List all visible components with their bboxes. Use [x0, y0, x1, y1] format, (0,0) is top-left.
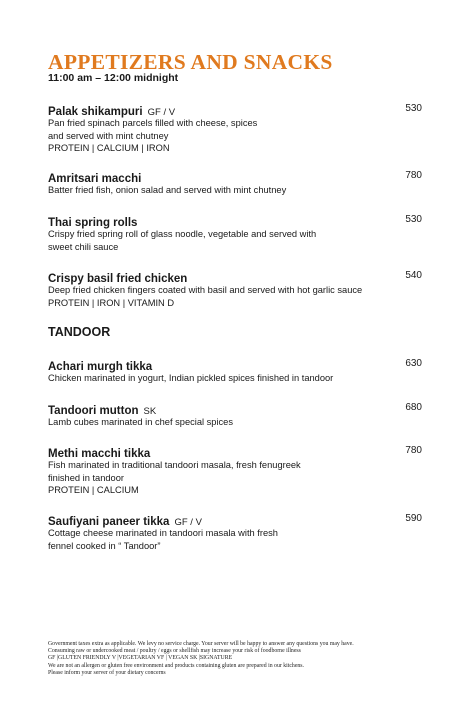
menu-item-description-line: and served with mint chutney	[48, 130, 169, 141]
menu-item-name: Achari murgh tikka	[48, 361, 153, 373]
menu-item-description-line: fennel cooked in “ Tandoor”	[48, 540, 161, 551]
menu-item-header	[48, 213, 428, 228]
menu-item-description-line: PROTEIN | IRON | VITAMIN D	[48, 297, 175, 308]
menu-item-name: Thai spring rolls	[48, 217, 138, 229]
menu-item-description-line: finished in tandoor	[48, 472, 124, 483]
menu-item	[48, 357, 428, 385]
menu-item-description-line: Chicken marinated in yogurt, Indian pickled spices finished in tandoor	[48, 373, 334, 383]
menu-item-header	[48, 357, 428, 372]
menu-item	[48, 269, 428, 309]
menu-item-price: 680	[405, 402, 422, 413]
menu-item-price: 780	[405, 170, 422, 181]
footer-note-line: We are not an allergen or gluten free environment and products containing gluten are prepared in our kitchens.	[48, 662, 305, 669]
menu-item-price: 540	[405, 270, 422, 281]
menu-item-dietary-tag: GF / V	[174, 517, 202, 528]
menu-item-price: 630	[405, 358, 422, 369]
menu-item-name: Methi macchi tikka	[48, 448, 151, 460]
menu-item-name: Saufiyani paneer tikka	[48, 516, 170, 528]
menu-item-description-line: Batter fried fish, onion salad and served with mint chutney	[48, 185, 287, 195]
menu-item-price: 590	[405, 513, 422, 524]
menu-item-dietary-tag: GF / V	[147, 107, 176, 118]
section-heading-tandoor: TANDOOR	[48, 325, 111, 339]
menu-item-header	[48, 444, 428, 459]
menu-item	[48, 444, 428, 497]
menu-item-description-line: Fish marinated in traditional tandoori masala, fresh fenugreek	[48, 460, 301, 470]
footer-note-line: Consuming raw or undercooked meat / poultry / eggs or shellfish may increase your risk of foodborne illness	[48, 648, 301, 655]
footer-note-line: GF |GLUTEN FRIENDLY V |VEGETARIAN VF | VEGAN SK |SIGNATURE	[48, 655, 233, 662]
menu-item	[48, 213, 428, 253]
service-hours: 11:00 am – 12:00 midnight	[48, 72, 179, 84]
menu-item-description-line: PROTEIN | CALCIUM	[48, 485, 139, 496]
menu-item-header	[48, 401, 428, 416]
menu-item-header	[48, 102, 428, 117]
menu-item	[48, 512, 428, 552]
menu-item-description-line: Crispy fried spring roll of glass noodle, vegetable and served with	[48, 229, 317, 239]
menu-item	[48, 169, 428, 197]
menu-item-description-line: Cottage cheese marinated in tandoori masala with fresh	[48, 528, 278, 538]
menu-item-name: Tandoori mutton	[48, 405, 139, 417]
menu-item-description-line: Deep fried chicken fingers coated with basil and served with hot garlic sauce	[48, 285, 363, 295]
menu-item-description-line: sweet chili sauce	[48, 241, 119, 252]
menu-item-name: Palak shikampuri	[48, 106, 143, 118]
menu-item-price: 530	[405, 214, 422, 225]
footer-notes	[48, 641, 428, 677]
menu-item-header	[48, 269, 428, 284]
menu-item-name: Amritsari macchi	[48, 173, 142, 185]
menu-item-description-line: Lamb cubes marinated in chef special spices	[48, 417, 234, 427]
footer-note-line: Please inform your server of your dietary concerns	[48, 669, 166, 676]
menu-item-price: 530	[405, 103, 422, 114]
menu-item-name: Crispy basil fried chicken	[48, 273, 188, 285]
menu-item-price: 780	[405, 445, 422, 456]
menu-item-header	[48, 169, 428, 184]
footer-note-line: Government taxes extra as applicable. We levy no service charge. Your server will be happy to answer any questions you may have.	[48, 641, 354, 647]
menu-item-header	[48, 512, 428, 527]
menu-item-description-line: PROTEIN | CALCIUM | IRON	[48, 143, 170, 154]
page-title: APPETIZERS AND SNACKS	[48, 50, 333, 74]
menu-item	[48, 401, 428, 429]
menu-item-description-line: Pan fried spinach parcels filled with cheese, spices	[48, 118, 258, 128]
menu-item-dietary-tag: SK	[143, 406, 157, 417]
menu-item	[48, 102, 428, 155]
